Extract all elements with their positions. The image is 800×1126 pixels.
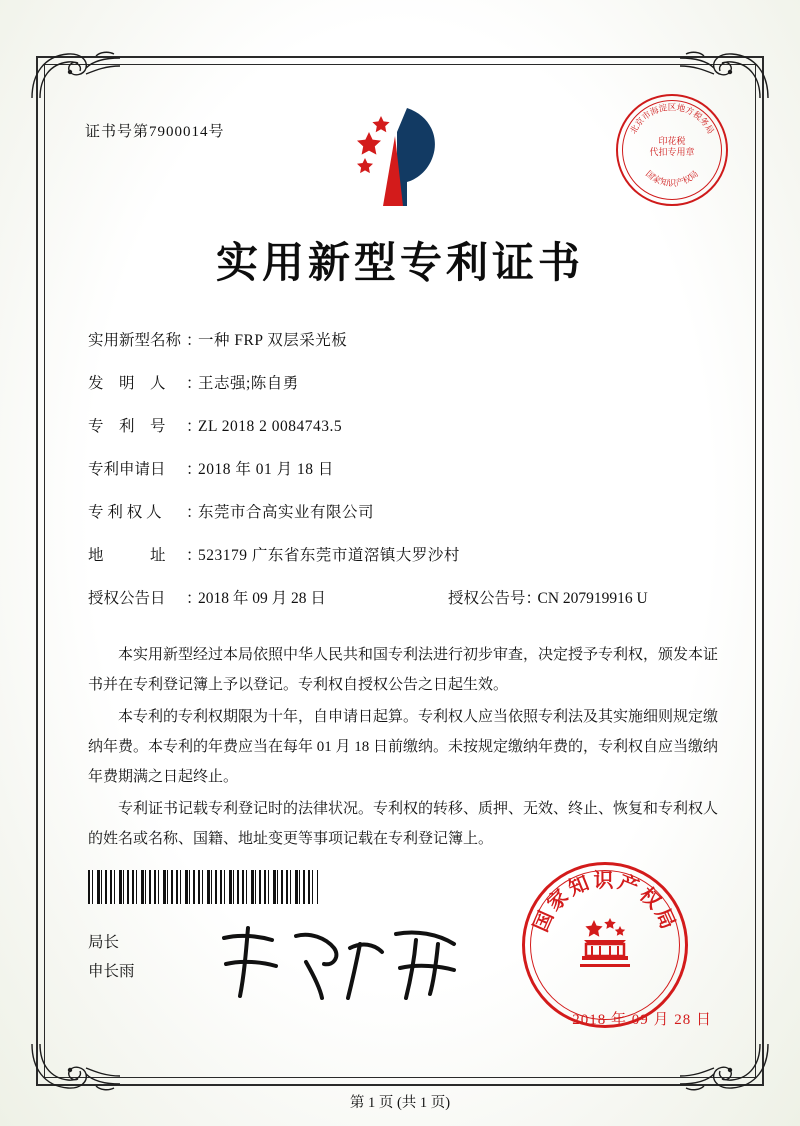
field-value: 523179 广东省东莞市道滘镇大罗沙村 (198, 547, 460, 564)
cnipa-logo-icon (335, 102, 465, 212)
field-row (88, 457, 720, 479)
grant-date-value: 2018 年 09 月 28 日 (198, 590, 326, 607)
grant-row (88, 586, 720, 608)
seal-date: 2018 年 09 月 28 日 (572, 1012, 712, 1028)
paragraph: 本专利的专利权期限为十年，自申请日起算。专利权人应当依照专利法及其实施细则规定缴纳年费。本专利的年费应当在每年 01 月 18 日前缴纳。未按规定缴纳年费的，专利权自应当缴纳年费期满之日起终止。 (88, 709, 719, 785)
field-colon: ： (186, 375, 202, 392)
svg-text:国家知识产权局: 国家知识产权局 (643, 168, 701, 188)
cnipa-office-seal (522, 862, 688, 1028)
field-row (88, 543, 720, 565)
grant-number-label: 授权公告号 (448, 590, 526, 607)
page-footer: 第 1 页 (共 1 页) (349, 1095, 451, 1111)
svg-text:国家知识产权局: 国家知识产权局 (528, 868, 682, 936)
field-colon: ： (186, 590, 202, 607)
tax-stamp-line2: 代扣专用章 (649, 147, 695, 157)
field-value: 一种 FRP 双层采光板 (198, 332, 348, 349)
grant-date-label: 授权公告日 (88, 590, 166, 607)
field-colon: ： (186, 461, 202, 478)
svg-text:北京市海淀区地方税务局: 北京市海淀区地方税务局 (627, 102, 717, 136)
grant-number-value: CN 207919916 U (537, 590, 648, 607)
page-title: 实用新型专利证书 (215, 238, 584, 287)
fields-list (88, 328, 720, 612)
field-label: 实用新型名称 (88, 332, 182, 349)
field-row (88, 371, 720, 393)
field-colon: ： (186, 418, 202, 435)
director-block (88, 928, 135, 986)
field-colon: ： (525, 590, 542, 607)
field-value: 东莞市合高实业有限公司 (198, 504, 375, 521)
certificate-content (60, 80, 740, 1066)
field-value: 2018 年 01 月 18 日 (198, 461, 334, 478)
national-emblem-icon (570, 910, 640, 980)
legal-paragraphs (88, 640, 718, 856)
tax-stamp-line1: 印花税 (658, 136, 686, 146)
certificate-number: 证书号第7900014号 (85, 124, 225, 140)
field-colon: ： (186, 547, 202, 564)
field-row (88, 328, 720, 350)
field-label: 专 利 权 人 (88, 504, 162, 521)
field-label: 专 利 号 (88, 418, 166, 435)
tax-stamp-seal (616, 94, 728, 206)
field-label: 专利申请日 (88, 461, 166, 478)
field-row (88, 500, 720, 522)
field-colon: ： (186, 504, 202, 521)
barcode (88, 870, 318, 904)
paragraph: 本实用新型经过本局依照中华人民共和国专利法进行初步审查，决定授予专利权，颁发本证书并在专利登记簿上予以登记。专利权自授权公告之日起生效。 (88, 647, 719, 693)
paragraph: 专利证书记载专利登记时的法律状况。专利权的转移、质押、无效、终止、恢复和专利权人的姓名或名称、国籍、地址变更等事项记载在专利登记簿上。 (88, 801, 719, 847)
director-label: 局长 (88, 934, 120, 951)
field-value: 王志强;陈自勇 (198, 375, 299, 392)
field-row (88, 414, 720, 436)
director-name: 申长雨 (88, 963, 135, 980)
field-label: 地 址 (88, 547, 166, 564)
field-colon: ： (186, 332, 202, 349)
field-value: ZL 2018 2 0084743.5 (198, 418, 343, 435)
field-label: 发 明 人 (88, 375, 166, 392)
director-signature (210, 918, 470, 1008)
